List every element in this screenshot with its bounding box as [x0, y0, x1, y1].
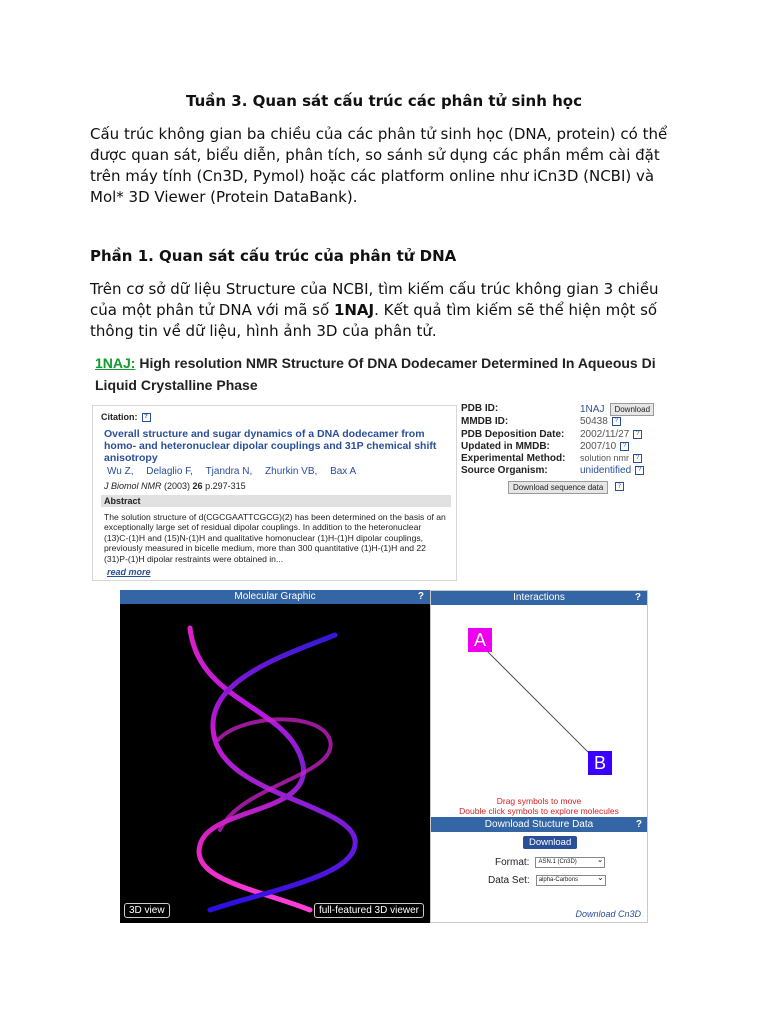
molecular-graphic-panel[interactable]	[120, 590, 430, 923]
download-button[interactable]: Download	[610, 403, 654, 416]
author-link[interactable]: Bax A	[330, 466, 357, 477]
page-title: Tuần 3. Quan sát cấu trúc các phân tử sinh học	[186, 92, 582, 110]
help-icon[interactable]: ?	[142, 413, 151, 422]
dna-strand	[218, 719, 331, 830]
format-label: Format:	[495, 857, 530, 869]
section-text-a: Trên cơ sở dữ liệu Structure của NCBI, tìm kiếm cấu trúc không gian 3 chiều của một phân tử DNA với mã số	[90, 280, 659, 319]
pdb-id-link[interactable]: 1NAJ Download	[580, 403, 654, 416]
citation-label: Citation: ?	[101, 412, 151, 422]
citation-title-link[interactable]: Overall structure and sugar dynamics of a DNA dodecamer from homo- and heteronuclear dipolar couplings and 31P chemical shift anisotropy	[104, 428, 437, 464]
molecule-symbol-a[interactable]: A	[468, 628, 492, 652]
organism-link[interactable]: unidentified ?	[580, 465, 644, 476]
help-icon[interactable]: ?	[612, 417, 621, 426]
dna-strands-graphic[interactable]	[120, 590, 430, 923]
structure-title-text: High resolution NMR Structure Of DNA Dodecamer Determined In Aqueous Di Liquid Crystalline Phase	[95, 355, 656, 393]
download-structure-button[interactable]: Download	[523, 836, 577, 849]
structure-code: 1NAJ	[333, 301, 375, 319]
full-3d-viewer-button[interactable]: full-featured 3D viewer	[314, 903, 424, 918]
interactions-panel	[430, 590, 648, 923]
format-select[interactable]: ASN.1 (Cn3D) ⌄	[535, 857, 605, 868]
help-icon[interactable]: ?	[634, 592, 641, 603]
author-list	[107, 466, 366, 477]
journal-info: J Biomol NMR (2003) 26 p.297-315	[104, 481, 246, 491]
download-sequence-button[interactable]: Download sequence data	[508, 481, 608, 494]
double-click-hint: Double click symbols to explore molecules	[459, 806, 619, 816]
author-link[interactable]: Wu Z,	[107, 466, 134, 477]
abstract-text: The solution structure of d(CGCGAATTCGCG)(2) has been determined on the basis of an exceptionally large set of residual dipolar couplings. In addition to the heteronuclear (13)C-(1)H and (15)N-(1)H and qualitative homonuclear (1)H-(1)H dipolar couplings, previously measured in bicelle medium, more than 300 quantitative (1)H-(1)H and 22 (31)P-(1)H dipolar restraints were obtained in...	[104, 512, 446, 564]
citation-box	[92, 405, 457, 581]
help-icon[interactable]: ?	[620, 442, 629, 451]
structure-title	[95, 352, 665, 396]
section-paragraph	[90, 279, 690, 342]
author-link[interactable]: Zhurkin VB,	[265, 466, 318, 477]
intro-paragraph: Cấu trúc không gian ba chiều của các phân tử sinh học (DNA, protein) có thể được quan sát, biểu diễn, phân tích, so sánh sử dụng các phần mềm cài đặt trên máy tính (Cn3D, Pymol) hoặc các platform online như iCn3D (NCBI) và Mol* 3D Viewer (Protein DataBank).	[90, 125, 668, 206]
read-more-link[interactable]: read more	[107, 567, 151, 577]
3d-view-button[interactable]: 3D view	[124, 903, 170, 918]
download-cn3d-link[interactable]: Download Cn3D	[575, 909, 641, 919]
abstract-header: Abstract	[101, 495, 451, 507]
author-link[interactable]: Tjandra N,	[205, 466, 253, 477]
download-structure-header: Download Stucture Data ?	[431, 817, 647, 832]
format-row	[495, 857, 605, 868]
molecule-symbol-b[interactable]: B	[588, 751, 612, 775]
structure-id-link[interactable]: 1NAJ:	[95, 355, 136, 371]
help-icon[interactable]: ?	[417, 591, 424, 602]
drag-hint: Drag symbols to move	[496, 796, 582, 806]
help-icon[interactable]: ?	[633, 430, 642, 439]
interactions-header: Interactions ?	[431, 591, 647, 605]
section-text-b: . Kết quả tìm kiếm sẽ thể hiện một số thông tin về dữ liệu, hình ảnh 3D của phân tử.	[90, 301, 658, 340]
help-icon[interactable]: ?	[635, 819, 642, 830]
interaction-line	[431, 605, 647, 805]
author-link[interactable]: Delaglio F,	[146, 466, 193, 477]
dataset-label: Data Set:	[488, 875, 530, 887]
dataset-select[interactable]: alpha-Carbons ⌄	[536, 875, 606, 886]
dna-strand	[210, 635, 355, 910]
section-heading: Phần 1. Quan sát cấu trúc của phân tử DNA	[90, 247, 457, 265]
help-icon[interactable]: ?	[615, 482, 624, 491]
help-icon[interactable]: ?	[635, 466, 644, 475]
molecular-graphic-header: Molecular Graphic ?	[120, 590, 430, 604]
dataset-row	[488, 875, 606, 886]
help-icon[interactable]: ?	[633, 454, 642, 463]
